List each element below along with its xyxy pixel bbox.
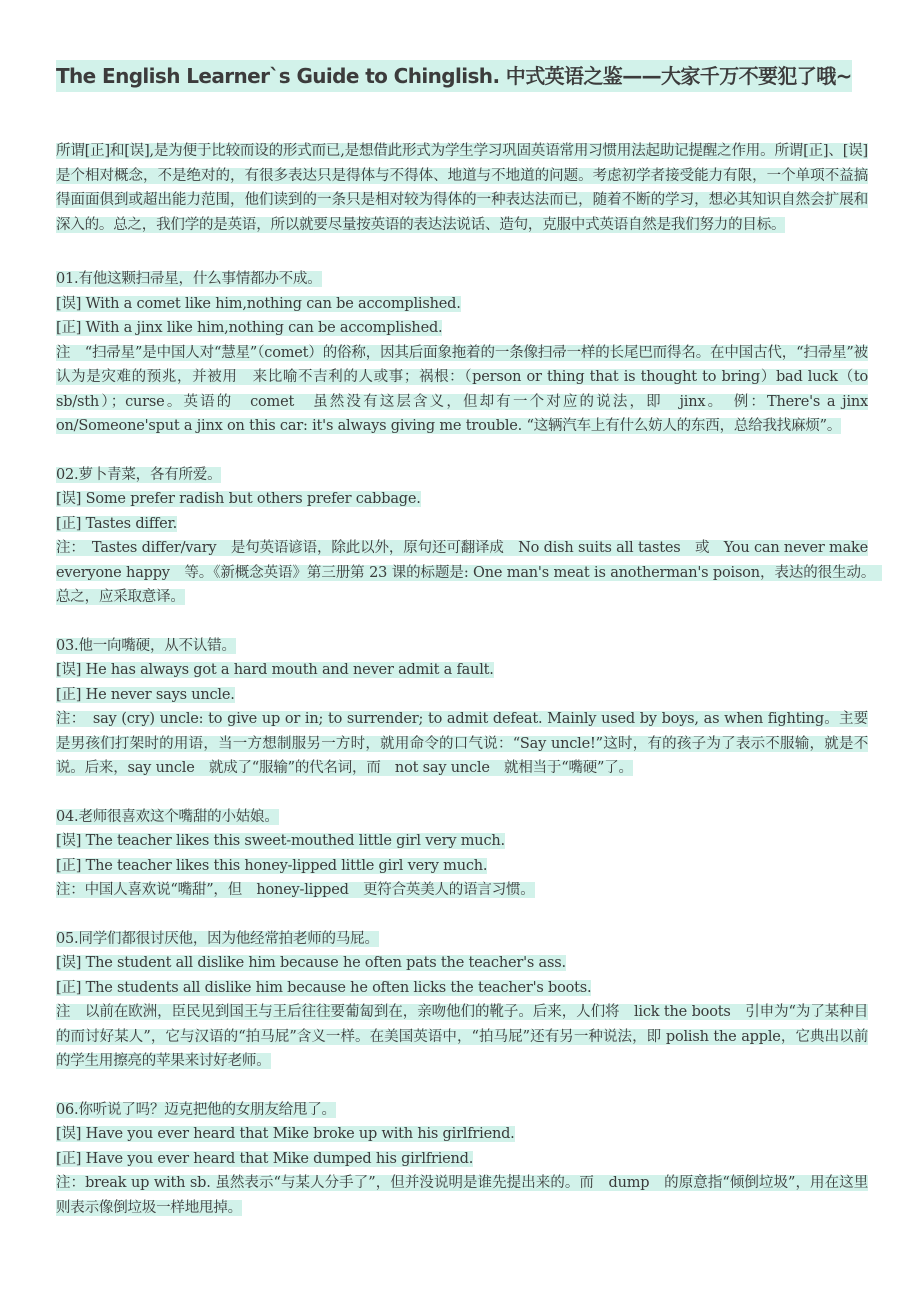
entry-wrong bbox=[56, 829, 868, 854]
entry-right-text: [正] The teacher likes this honey-lipped little girl very much. bbox=[56, 857, 488, 874]
entry-note-text: 注： Tastes differ/vary 是句英语谚语，除此以外，原句还可翻译成 No dish suits all tastes 或 You can never make everyone happy 等。《新概念英语》第三册第 23 课的标题是: One man's meat is anotherman's poison，表达的很生动。 总之，应采取意译。 bbox=[56, 540, 883, 605]
entry-heading-text: 04.老师很喜欢这个嘴甜的小姑娘。 bbox=[56, 808, 279, 825]
entry-03 bbox=[56, 634, 868, 781]
entry-note bbox=[56, 878, 868, 903]
entry-right bbox=[56, 976, 868, 1001]
entry-heading-text: 05.同学们都很讨厌他，因为他经常拍老师的马屁。 bbox=[56, 930, 379, 947]
entry-wrong-text: [误] With a comet like him,nothing can be accomplished. bbox=[56, 295, 461, 312]
entry-note-text: 注：中国人喜欢说“嘴甜”，但 honey-lipped 更符合英美人的语言习惯。 bbox=[56, 882, 535, 898]
entry-01 bbox=[56, 267, 868, 439]
entry-right bbox=[56, 683, 868, 708]
entry-heading-text: 01.有他这颗扫帚星，什么事情都办不成。 bbox=[56, 271, 322, 287]
entry-heading-text: 02.萝卜青菜，各有所爱。 bbox=[56, 466, 222, 483]
entry-heading bbox=[56, 267, 868, 292]
entry-heading-text: 03.他一向嘴硬，从不认错。 bbox=[56, 637, 236, 654]
entry-note-text: 注 以前在欧洲，臣民见到国王与王后往往要葡匐到在，亲吻他们的靴子。后来，人们将 lick the boots 引申为“为了某种目的而讨好某人”，它与汉语的“拍马屁”含义一样。在美国英语中，“拍马屁”还有另一种说法，即 polish the apple，它典出以前的学生用擦亮的苹果来讨好老师。 bbox=[56, 1004, 868, 1069]
entry-right bbox=[56, 512, 868, 537]
document-title-text: The English Learner`s Guide to Chinglish. 中式英语之鉴——大家千万不要犯了哦~ bbox=[56, 60, 852, 92]
entry-note-text: 注：break up with sb. 虽然表示“与某人分手了”，但并没说明是谁先提出来的。而 dump 的原意指“倾倒垃圾”，用在这里则表示像倒垃圾一样地甩掉。 bbox=[56, 1175, 868, 1216]
entry-wrong-text: [误] Have you ever heard that Mike broke up with his girlfriend. bbox=[56, 1126, 515, 1142]
entry-05 bbox=[56, 927, 868, 1074]
entry-note bbox=[56, 341, 868, 439]
entry-right bbox=[56, 1147, 868, 1172]
entry-note-text: 注： say (cry) uncle: to give up or in; to surrender; to admit defeat. Mainly used by boys, as when fighting。主要是男孩们打架时的用语，当一方想制服另一方时，就用命令的口气说：“Say uncle!”这时，有的孩子为了表示不服输，就是不说。后来，say uncle 就成了“服输”的代名词，而 not say uncle 就相当于“嘴硬”了。 bbox=[56, 711, 868, 776]
entry-note bbox=[56, 707, 868, 781]
entry-right-text: [正] Have you ever heard that Mike dumped his girlfriend. bbox=[56, 1150, 474, 1167]
entry-right-text: [正] He never says uncle. bbox=[56, 686, 235, 703]
entry-heading bbox=[56, 1098, 868, 1123]
entry-right-text: [正] Tastes differ. bbox=[56, 515, 178, 532]
entry-wrong-text: [误] The teacher likes this sweet-mouthed little girl very much. bbox=[56, 833, 505, 849]
entry-note bbox=[56, 536, 883, 610]
entry-heading-text: 06.你听说了吗？迈克把他的女朋友给甩了。 bbox=[56, 1101, 336, 1118]
entry-wrong bbox=[56, 951, 868, 976]
entry-wrong bbox=[56, 658, 868, 683]
entry-note bbox=[56, 1171, 868, 1220]
entry-heading bbox=[56, 634, 868, 659]
entry-heading bbox=[56, 805, 868, 830]
entry-right-text: [正] The students all dislike him because he often licks the teacher's boots. bbox=[56, 979, 592, 996]
document-title bbox=[56, 62, 868, 90]
entry-wrong-text: [误] The student all dislike him because he often pats the teacher's ass. bbox=[56, 955, 566, 971]
entry-02 bbox=[56, 463, 883, 610]
entry-06 bbox=[56, 1098, 868, 1221]
entry-wrong bbox=[56, 292, 868, 317]
entry-right bbox=[56, 854, 868, 879]
entry-heading bbox=[56, 463, 868, 488]
entry-note-text: 注 “扫帚星”是中国人对“慧星”（comet）的俗称，因其后面象拖着的一条像扫帚一样的长尾巴而得名。在中国古代，“扫帚星”被认为是灾难的预兆，并被用 来比喻不吉利的人或事；祸根：（person or thing that is thought to bring）bad luck（to sb/sth）；curse。英语的 comet 虽然没有这层含义，但却有一个对应的说法，即 jinx。 例：There's a jinx on/Someone'sput a jinx on this car: it's always giving me trouble. “这辆汽车上有什么妨人的东西，总给我找麻烦”。 bbox=[56, 344, 868, 434]
entry-wrong-text: [误] He has always got a hard mouth and never admit a fault. bbox=[56, 662, 494, 678]
entry-note bbox=[56, 1000, 868, 1074]
intro-paragraph bbox=[56, 139, 868, 237]
intro-text: 所谓[正]和[误],是为便于比较而设的形式而已,是想借此形式为学生学习巩固英语常用习惯用法起助记提醒之作用。所谓[正]、[误]是个相对概念，不是绝对的，有很多表达只是得体与不得体、地道与不地道的问题。考虑初学者接受能力有限，一个单项不益搞得面面俱到或超出能力范围，他们读到的一条只是相对较为得体的一种表达法而已，随着不断的学习，想必其知识自然会扩展和深入的。总之，我们学的是英语，所以就要尽量按英语的表达法说话、造句，克服中式英语自然是我们努力的目标。 bbox=[56, 143, 868, 233]
entry-right-text: [正] With a jinx like him,nothing can be accomplished. bbox=[56, 320, 443, 336]
entry-04 bbox=[56, 805, 868, 903]
entry-right bbox=[56, 316, 868, 341]
entry-heading bbox=[56, 927, 868, 952]
entry-wrong-text: [误] Some prefer radish but others prefer cabbage. bbox=[56, 491, 421, 507]
entry-wrong bbox=[56, 1122, 868, 1147]
entry-wrong bbox=[56, 487, 868, 512]
